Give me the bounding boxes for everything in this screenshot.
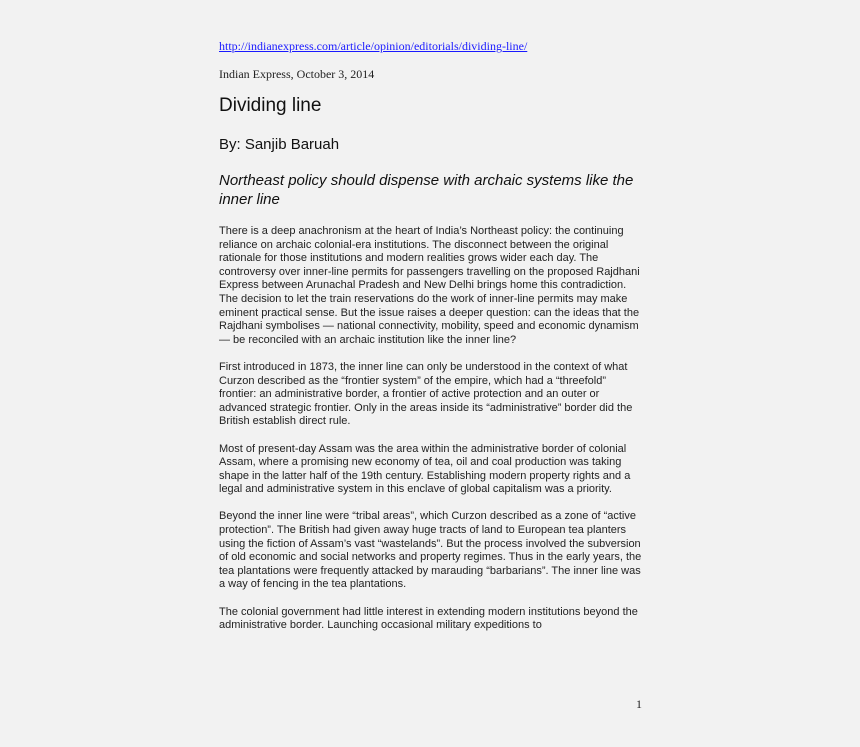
article-subtitle: Northeast policy should dispense with archaic systems like the inner line — [219, 172, 634, 208]
paragraph-5: The colonial government had little interest in extending modern institutions beyond the administrative border. Launching occasional military expeditions to — [219, 605, 638, 632]
article-title: Dividing line — [219, 95, 322, 116]
paragraph-3: Most of present-day Assam was the area within the administrative border of colonial Assam, where a promising new economy of tea, oil and coal production was taking shape in the latter half of the 19th century. Establishing modern property rights and a legal and administrative system in this enclave of global capitalism was a priority. — [219, 442, 631, 496]
paragraph-2: First introduced in 1873, the inner line can only be understood in the context of what Curzon described as the “frontier system” of the empire, which had a “threefold” frontier: an administrative border, a frontier of active protection and an outer or advanced strategic frontier. Only in the areas inside its “administrative” border did the British establish direct rule. — [219, 360, 633, 428]
dateline: Indian Express, October 3, 2014 — [219, 67, 375, 81]
article-byline: By: Sanjib Baruah — [219, 136, 340, 153]
page-number: 1 — [636, 697, 642, 711]
article-body — [219, 225, 644, 646]
paragraph-4: Beyond the inner line were “tribal areas”, which Curzon described as a zone of “active protection”. The British had given away huge tracts of land to European tea planters using the fiction of Assam’s vast “wastelands”. But the process involved the subversion of old economic and social networks and property regimes. Thus in the early years, the tea plantations were frequently attacked by marauding “barbarians”. The inner line was a way of fencing in the tea plantations. — [219, 510, 642, 591]
paragraph-1: There is a deep anachronism at the heart of India’s Northeast policy: the continuing reliance on archaic colonial-era institutions. The disconnect between the original rationale for those institutions and modern realities grows wider each day. The controversy over inner-line permits for passengers travelling on the proposed Rajdhani Express between Arunachal Pradesh and New Delhi brings home this contradiction. The decision to let the train reservations do the work of inner-line permits may make eminent practical sense. But the issue raises a deeper question: can the ideas that the Rajdhani symbolises — national connectivity, mobility, speed and economic dynamism — be reconciled with an archaic institution like the inner line? — [219, 225, 640, 346]
source-url-link[interactable]: http://indianexpress.com/article/opinion/editorials/dividing-line/ — [219, 39, 528, 53]
